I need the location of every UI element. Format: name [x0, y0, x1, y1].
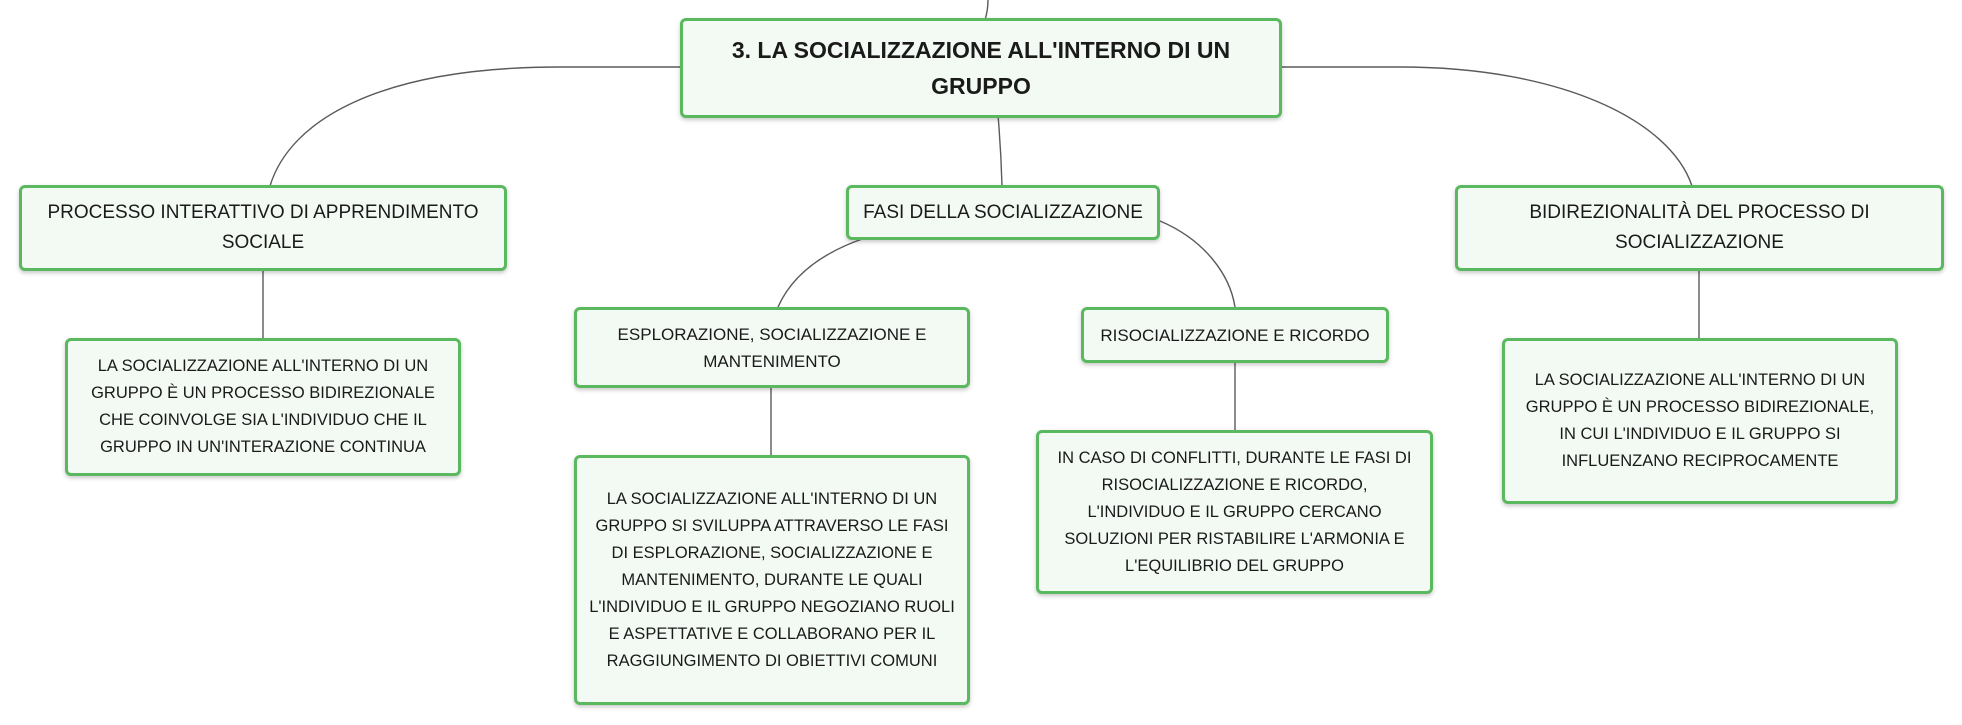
detail-phase-b[interactable] — [1036, 430, 1433, 594]
link-root-to-center — [998, 115, 1002, 186]
topic-center[interactable] — [846, 185, 1160, 240]
detail-phase-a[interactable] — [574, 455, 970, 705]
detail-left[interactable] — [65, 338, 461, 476]
topic-right-label: BIDIREZIONALITÀ DEL PROCESSO DI SOCIALIZZAZIONE — [1529, 202, 1870, 253]
detail-left-text: LA SOCIALIZZAZIONE ALL'INTERNO DI UN GRUPPO È UN PROCESSO BIDIREZIONALE CHE COINVOLGE SIA L'INDIVIDUO CHE IL GRUPPO IN UN'INTERAZIONE CONTINUA — [91, 357, 435, 456]
link-center-to-phase-b — [1160, 221, 1235, 307]
link-parent-to-root — [985, 0, 988, 20]
detail-phase-b-text: IN CASO DI CONFLITTI, DURANTE LE FASI DI RISOCIALIZZAZIONE E RICORDO, L'INDIVIDUO E IL GRUPPO CERCANO SOLUZIONI PER RISTABILIRE L'ARMONIA E L'EQUILIBRIO DEL GRUPPO — [1057, 448, 1412, 575]
link-center-to-phase-a — [778, 238, 865, 307]
detail-phase-a-text: LA SOCIALIZZAZIONE ALL'INTERNO DI UN GRUPPO SI SVILUPPA ATTRAVERSO LE FASI DI ESPLORAZIONE, SOCIALIZZAZIONE E MANTENIMENTO, DURANTE LE QUALI L'INDIVIDUO E IL GRUPPO NEGOZIANO RUOLI E ASPETTATIVE E COLLABORANO PER IL RAGGIUNGIMENTO DI OBIETTIVI COMUNI — [589, 489, 955, 670]
detail-right-text: LA SOCIALIZZAZIONE ALL'INTERNO DI UN GRUPPO È UN PROCESSO BIDIREZIONALE, IN CUI L'INDIVIDUO E IL GRUPPO SI INFLUENZANO RECIPROCAMENTE — [1525, 371, 1875, 470]
link-root-to-left — [270, 67, 682, 186]
detail-right[interactable] — [1502, 338, 1898, 504]
root-topic[interactable] — [680, 18, 1282, 118]
topic-right[interactable] — [1455, 185, 1944, 271]
subtopic-phase-a-label: ESPLORAZIONE, SOCIALIZZAZIONE E MANTENIMENTO — [617, 324, 927, 371]
subtopic-phase-a[interactable] — [574, 307, 970, 388]
subtopic-phase-b[interactable] — [1081, 307, 1389, 363]
topic-left-label: PROCESSO INTERATTIVO DI APPRENDIMENTO SOCIALE — [47, 202, 479, 253]
subtopic-phase-b-label: RISOCIALIZZAZIONE E RICORDO — [1100, 325, 1370, 345]
topic-left[interactable] — [19, 185, 507, 271]
link-root-to-right — [1280, 67, 1692, 186]
root-topic-label: 3. LA SOCIALIZZAZIONE ALL'INTERNO DI UN GRUPPO — [731, 37, 1231, 99]
topic-center-label: FASI DELLA SOCIALIZZAZIONE — [863, 201, 1143, 223]
